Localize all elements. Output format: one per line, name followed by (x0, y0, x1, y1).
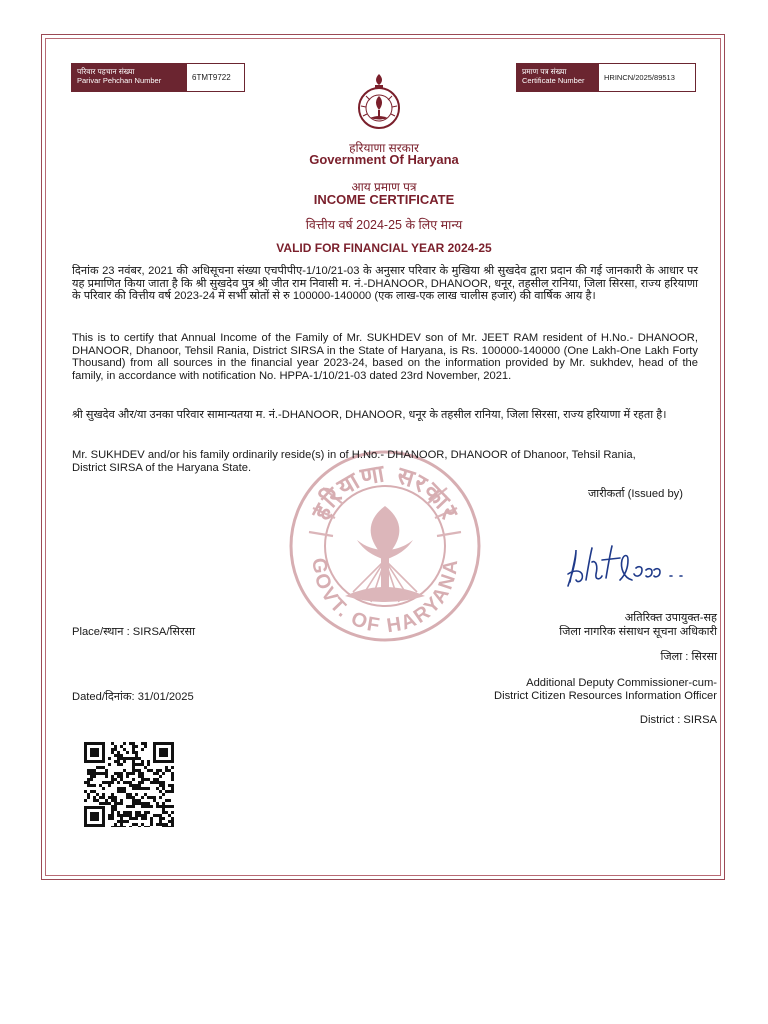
designation-en-line1: Additional Deputy Commissioner-cum- (526, 677, 717, 689)
watermark-emblem (283, 448, 487, 644)
district-en: District : SIRSA (639, 714, 717, 726)
cert-label-hi: प्रमाण पत्र संख्या (522, 67, 567, 76)
cert-label-en: Certificate Number (522, 76, 585, 85)
residence-text-hi: श्री सुखदेव और/या उनका परिवार सामान्यतया म. नं.-DHANOOR, DHANOOR, धनूर के तहसील रानिया, जिला सिरसा, राज्य हरियाणा में रहता है। (72, 409, 667, 421)
designation-hi-line1: अतिरिक्त उपायुक्त-सह (624, 612, 717, 624)
gov-title-hi: हरियाणा सरकार (349, 141, 419, 155)
cert-title-en: INCOME CERTIFICATE (313, 192, 455, 207)
certificate-text-hi: दिनांक 23 नवंबर, 2021 की अधिसूचना संख्या एचपीपीए-1/10/21-03 के अनुसार परिवार के मुखिया श्री सुखदेव द्वारा प्रदान की गई जानकारी के आधार पर यह प्रमाणित किया जाता है कि श्री सुखदेव पुत्र श्री जीत राम निवासी म. नं.-DHANOOR, DHANOOR, धनूर, तहसील रानिया, जिला सिरसा, राज्य हरियाणा के परिवार की वित्तीय वर्ष 2023-24 में सभी स्रोतों से रु 100000-140000 (एक लाख-एक लाख चालीस हजार) की वार्षिक आय है। (72, 265, 698, 303)
qr-code (84, 742, 174, 827)
designation-hi-line2: जिला नागरिक संसाधन सूचना अधिकारी (559, 626, 717, 638)
parivar-label-hi: परिवार पहचान संख्या (77, 67, 135, 76)
place-label: Place/स्थान : SIRSA/सिरसा (72, 626, 195, 638)
residence-text-en: Mr. SUKHDEV and/or his family ordinarily reside(s) in of H.No.- DHANOOR, DHANOOR of Dhanoor, Tehsil Rania, District SIRSA of the Haryana State. (72, 449, 636, 474)
certificate-text-en: This is to certify that Annual Income of the Family of Mr. SUKHDEV son of Mr. JEET RAM resident of H.No.- DHANOOR, DHANOOR, Dhanoor, Tehsil Rania, District SIRSA in the State of Haryana, is Rs. 100000-140000 (One Lakh-One Lakh Forty Thousand) from all sources in the financial year 2023-24, based on the information provided by Mr. sukhdev, head of the family, in accordance with notification No. HPPA-1/10/21-03 dated 23rd November, 2021. (72, 332, 698, 382)
validity-en: VALID FOR FINANCIAL YEAR 2024-25 (276, 241, 492, 255)
parivar-number: 6TMT9722 (187, 64, 236, 91)
validity-hi: वित्तीय वर्ष 2024-25 के लिए मान्य (305, 218, 463, 232)
state-emblem (356, 72, 402, 130)
issuer-signature (562, 540, 692, 592)
watermark-text-hi: हरियाणा सरकार (306, 459, 464, 525)
certificate-number: HRINCN/2025/89513 (599, 64, 680, 91)
issued-by-label: जारीकर्ता (Issued by) (588, 488, 683, 500)
certificate-number-box (516, 63, 696, 92)
parivar-pehchan-box (71, 63, 245, 92)
district-hi: जिला : सिरसा (660, 651, 717, 663)
watermark-text-en: GOVT. OF HARYANA (307, 556, 463, 638)
designation-en-line2: District Citizen Resources Information Officer (494, 690, 717, 702)
cert-title-hi: आय प्रमाण पत्र (351, 180, 417, 194)
parivar-label-en: Parivar Pehchan Number (77, 76, 162, 85)
date-label: Dated/दिनांक: 31/01/2025 (72, 691, 194, 703)
gov-title-en: Government Of Haryana (309, 152, 459, 167)
